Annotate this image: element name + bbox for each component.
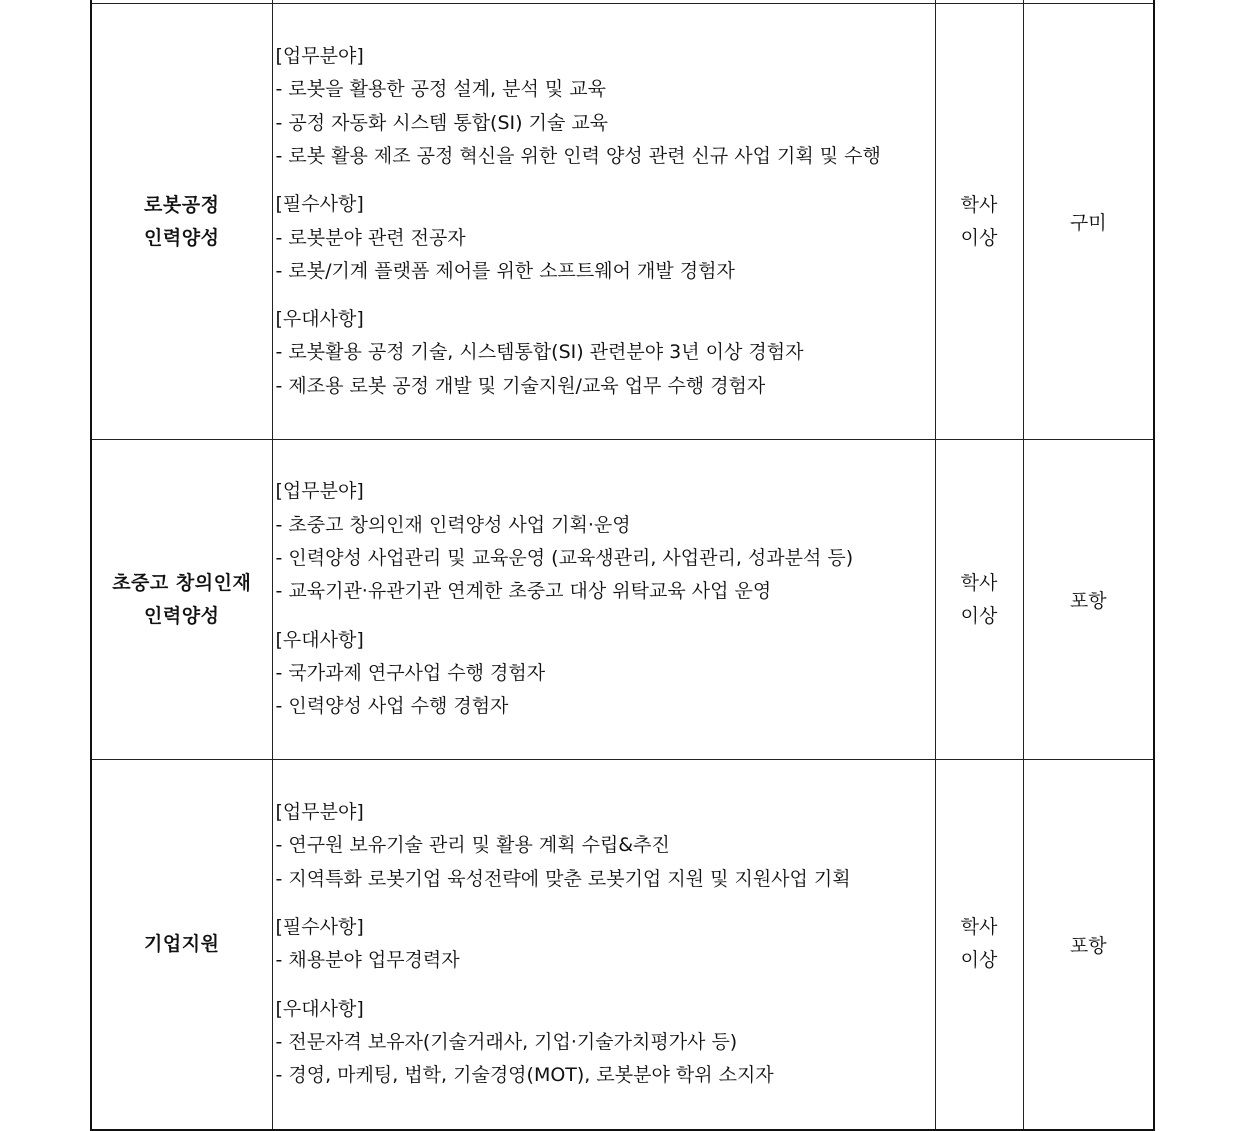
section-item: - 채용분야 업무경력자 (275, 949, 460, 972)
location-text: 구미 (1069, 212, 1107, 234)
section-item: - 공정 자동화 시스템 통합(SI) 기술 교육 (275, 111, 609, 134)
education-line: 이상 (960, 949, 998, 972)
job-title-cell (91, 440, 272, 760)
job-detail-cell (272, 4, 935, 440)
detail-section-required (276, 188, 935, 288)
table-row (91, 760, 1154, 1130)
section-item: - 로봇활용 공정 기술, 시스템통합(SI) 관련분야 3년 이상 경험자 (275, 341, 804, 364)
section-item: - 지역특화 로봇기업 육성전략에 맞춘 로봇기업 지원 및 지원사업 기획 (275, 867, 851, 890)
section-item: - 연구원 보유기술 관리 및 활용 계획 수립&추진 (275, 834, 670, 857)
education-line: 학사 (960, 571, 998, 594)
section-item: - 교육기관·유관기관 연계한 초중고 대상 위탁교육 사업 운영 (275, 580, 772, 603)
education-line: 학사 (960, 916, 998, 939)
education-line: 학사 (960, 193, 998, 216)
location-cell (1023, 760, 1154, 1130)
section-item: - 인력양성 사업 수행 경험자 (275, 695, 509, 718)
detail-section-duties (276, 40, 935, 173)
section-item: - 인력양성 사업관리 및 교육운영 (교육생관리, 사업관리, 성과분석 등) (275, 547, 854, 570)
job-title-cell (91, 760, 272, 1130)
section-title: [우대사항] (275, 308, 364, 331)
education-line: 이상 (960, 226, 998, 249)
education-cell (935, 4, 1023, 440)
section-item: - 로봇분야 관련 전공자 (275, 226, 466, 249)
detail-section-preferred (276, 993, 935, 1093)
section-title: [우대사항] (275, 997, 364, 1020)
section-item: - 초중고 창의인재 인력양성 사업 기획·운영 (275, 513, 631, 536)
job-title-cell (91, 4, 272, 440)
section-title: [필수사항] (275, 915, 364, 938)
section-item: - 로봇을 활용한 공정 설계, 분석 및 교육 (275, 78, 606, 101)
section-item: - 로봇 활용 제조 공정 혁신을 위한 인력 양성 관련 신규 사업 기획 및 수행 (275, 144, 881, 167)
section-item: - 경영, 마케팅, 법학, 기술경영(MOT), 로봇분야 학위 소지자 (275, 1064, 774, 1087)
job-title-line: 로봇공정 (144, 193, 220, 216)
job-title-line: 인력양성 (144, 604, 220, 627)
job-title-line: 인력양성 (144, 226, 220, 249)
table-row (91, 4, 1154, 440)
job-detail-cell (272, 760, 935, 1130)
detail-section-required (276, 911, 935, 978)
section-item: - 로봇/기계 플랫폼 제어를 위한 소프트웨어 개발 경험자 (275, 259, 735, 282)
detail-section-preferred (276, 624, 935, 724)
section-item: - 제조용 로봇 공정 개발 및 기술지원/교육 업무 수행 경험자 (275, 374, 766, 397)
location-text: 포항 (1069, 590, 1107, 612)
job-title-line: 기업지원 (144, 932, 220, 955)
detail-section-duties (276, 475, 935, 608)
location-cell (1023, 4, 1154, 440)
education-cell (935, 760, 1023, 1130)
job-posting-table (90, 0, 1155, 1131)
detail-section-preferred (276, 303, 935, 403)
section-item: - 전문자격 보유자(기술거래사, 기업·기술가치평가사 등) (275, 1030, 738, 1053)
section-title: [업무분야] (275, 801, 364, 824)
section-title: [필수사항] (275, 193, 364, 216)
detail-section-duties (276, 796, 935, 896)
section-item: - 국가과제 연구사업 수행 경험자 (275, 661, 546, 684)
location-cell (1023, 440, 1154, 760)
job-title-line: 초중고 창의인재 (112, 571, 252, 594)
section-title: [우대사항] (275, 628, 364, 651)
section-title: [업무분야] (275, 480, 364, 503)
education-line: 이상 (960, 604, 998, 627)
table-row (91, 440, 1154, 760)
section-title: [업무분야] (275, 45, 364, 68)
education-cell (935, 440, 1023, 760)
job-detail-cell (272, 440, 935, 760)
location-text: 포항 (1069, 934, 1107, 957)
